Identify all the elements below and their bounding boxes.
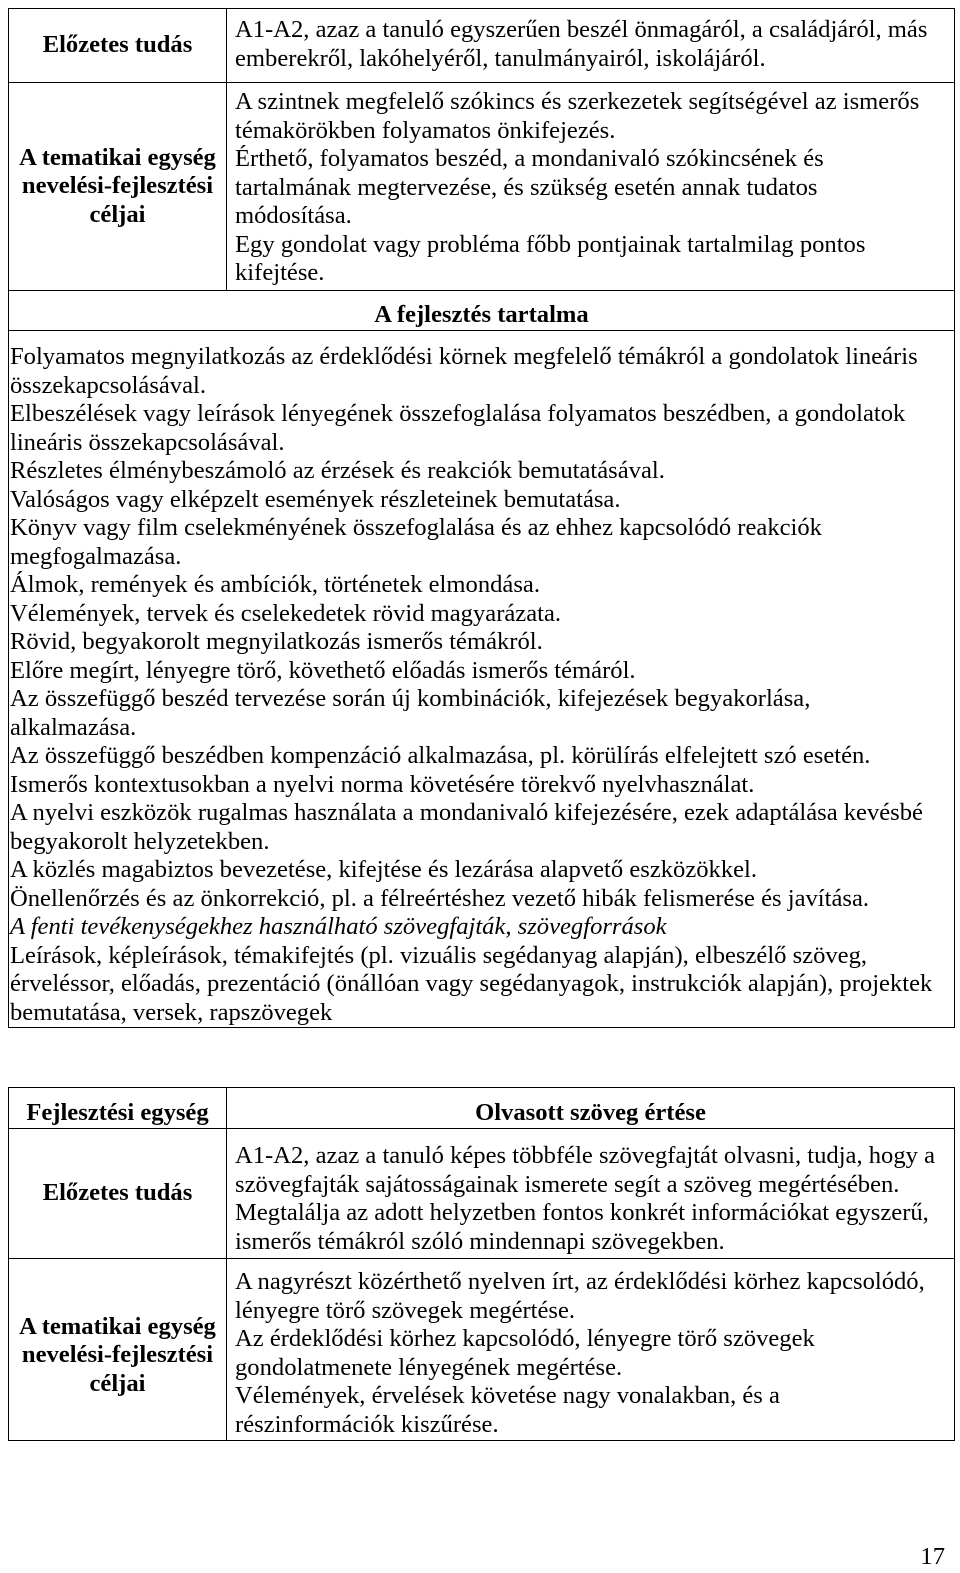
unit-row (9, 1088, 955, 1129)
content-row (9, 331, 955, 1028)
text-line: Ismerős kontextusokban a nyelvi norma követésére törekvő nyelvhasználat. (10, 770, 755, 798)
text-line: Önellenőrzés és az önkorrekció, pl. a félreértéshez vezető hibák felismerése és javítása. (10, 884, 870, 912)
text-line: Részletes élménybeszámoló az érzések és reakciók bemutatásával. (10, 457, 665, 484)
text-line: Vélemények, érvelések követése nagy vonalakban, és a (235, 1382, 780, 1409)
goals-row (9, 1259, 955, 1441)
text-line: Az összefüggő beszéd tervezése során új kombinációk, kifejezések begyakorlása, (10, 685, 811, 712)
text-line: Megtalálja az adott helyzetben fontos konkrét információkat egyszerű, (235, 1199, 929, 1226)
prior-knowledge-text (227, 9, 955, 83)
text-line: Leírások, képleírások, témakifejtés (pl. vizuális segédanyag alapján), elbeszélő szöveg, (10, 941, 868, 969)
text-line: lényegre törő szövegek megértése. (235, 1296, 576, 1324)
text-line: módosítása. (235, 202, 352, 229)
goals-text (227, 83, 955, 291)
text-line: Egy gondolat vagy probléma főbb pontjainak tartalmilag pontos (235, 230, 866, 258)
label-line: Előzetes tudás (42, 1179, 193, 1207)
label-line: céljai (89, 1369, 146, 1397)
text-line: tartalmának megtervezése, és szükség esetén annak tudatos (235, 173, 818, 201)
text-line: alkalmazása. (10, 713, 137, 741)
text-line: megfogalmazása. (10, 542, 182, 570)
label-line: A tematikai egység (19, 143, 216, 171)
unit-title (227, 1088, 955, 1129)
text-line: A nyelvi eszközök rugalmas használata a mondanivaló kifejezésére, ezek adaptálása kevésbé (10, 799, 923, 826)
unit-label (9, 1088, 227, 1129)
text-line: A szintnek megfelelő szókincs és szerkezetek segítségével az ismerős (235, 88, 920, 115)
text-line: kifejtése. (235, 259, 325, 286)
label-line: Fejlesztési egység (26, 1099, 209, 1126)
text-line: részinformációk kiszűrése. (235, 1410, 499, 1438)
text-types-heading: A fenti tevékenységekhez használható szövegfajták, szövegforrások (10, 913, 667, 940)
text-line: Folyamatos megnyilatkozás az érdeklődési körnek megfelelő témákról a gondolatok lineáris (10, 343, 918, 370)
text-line: Álmok, remények és ambíciók, történetek elmondása. (10, 571, 540, 598)
label-line: nevelési-fejlesztési (21, 172, 214, 200)
curriculum-table-speaking (8, 8, 955, 1028)
text-line: Előre megírt, lényegre törő, követhető előadás ismerős témáról. (10, 656, 636, 684)
prior-knowledge-label (9, 9, 227, 83)
text-line: A1-A2, azaz a tanuló képes többféle szövegfajtát olvasni, tudja, hogy a (235, 1142, 935, 1169)
curriculum-table-reading (8, 1087, 955, 1441)
text-line: Valóságos vagy elképzelt események részleteinek bemutatása. (10, 485, 621, 513)
text-line: ismerős témákról szóló mindennapi szövegekben. (235, 1227, 725, 1255)
text-line: Érthető, folyamatos beszéd, a mondanivaló szókincsének és (235, 145, 824, 172)
label-line: A tematikai egység (19, 1312, 216, 1340)
text-line: Elbeszélések vagy leírások lényegének összefoglalása folyamatos beszédben, a gondolatok (10, 400, 906, 427)
text-line: szövegfajták sajátosságainak ismerete segít a szöveg megértésében. (235, 1170, 900, 1198)
goals-row (9, 83, 955, 291)
text-line: összekapcsolásával. (10, 371, 206, 399)
text-line: érveléssor, előadás, prezentáció (önállóan vagy segédanyagok, instrukciók alapján), projektek (10, 970, 933, 997)
text-line: Könyv vagy film cselekményének összefoglalása és az ehhez kapcsolódó reakciók (10, 514, 822, 541)
text-line: Az összefüggő beszédben kompenzáció alkalmazása, pl. körülírás elfelejtett szó esetén. (10, 742, 871, 769)
prior-knowledge-text (227, 1129, 955, 1259)
text-line: Az érdeklődési körhez kapcsolódó, lényegre törő szövegek (235, 1325, 815, 1352)
text-line: emberekről, lakóhelyéről, tanulmányairól, iskolájáról. (235, 44, 766, 72)
prior-knowledge-row (9, 1129, 955, 1259)
section-heading: A fejlesztés tartalma (374, 301, 589, 328)
text-line: A nagyrészt közérthető nyelven írt, az érdeklődési körhez kapcsolódó, (235, 1268, 925, 1295)
prior-knowledge-label (9, 1129, 227, 1259)
label-line: Előzetes tudás (42, 31, 193, 59)
text-line: témakörökben folyamatos önkifejezés. (235, 116, 616, 144)
text-line: bemutatása, versek, rapszövegek (10, 998, 333, 1026)
label-line: céljai (89, 200, 146, 228)
text-line: A1-A2, azaz a tanuló egyszerűen beszél önmagáról, a családjáról, más (235, 16, 928, 43)
unit-title-text: Olvasott szöveg értése (475, 1099, 706, 1126)
text-line: gondolatmenete lényegének megértése. (235, 1353, 623, 1381)
text-line: begyakorolt helyzetekben. (10, 827, 270, 855)
content-heading (9, 291, 955, 331)
goals-text (227, 1259, 955, 1441)
prior-knowledge-row (9, 9, 955, 83)
text-line: Rövid, begyakorolt megnyilatkozás ismerős témákról. (10, 628, 543, 655)
text-line: Vélemények, tervek és cselekedetek rövid magyarázata. (10, 599, 562, 627)
content-text (9, 331, 955, 1028)
goals-label (9, 83, 227, 291)
page-number: 17 (920, 1543, 945, 1570)
content-heading-row (9, 291, 955, 331)
text-line: A közlés magabiztos bevezetése, kifejtése és lezárása alapvető eszközökkel. (10, 856, 758, 883)
text-line: lineáris összekapcsolásával. (10, 428, 285, 456)
label-line: nevelési-fejlesztési (21, 1341, 214, 1369)
goals-label (9, 1259, 227, 1441)
